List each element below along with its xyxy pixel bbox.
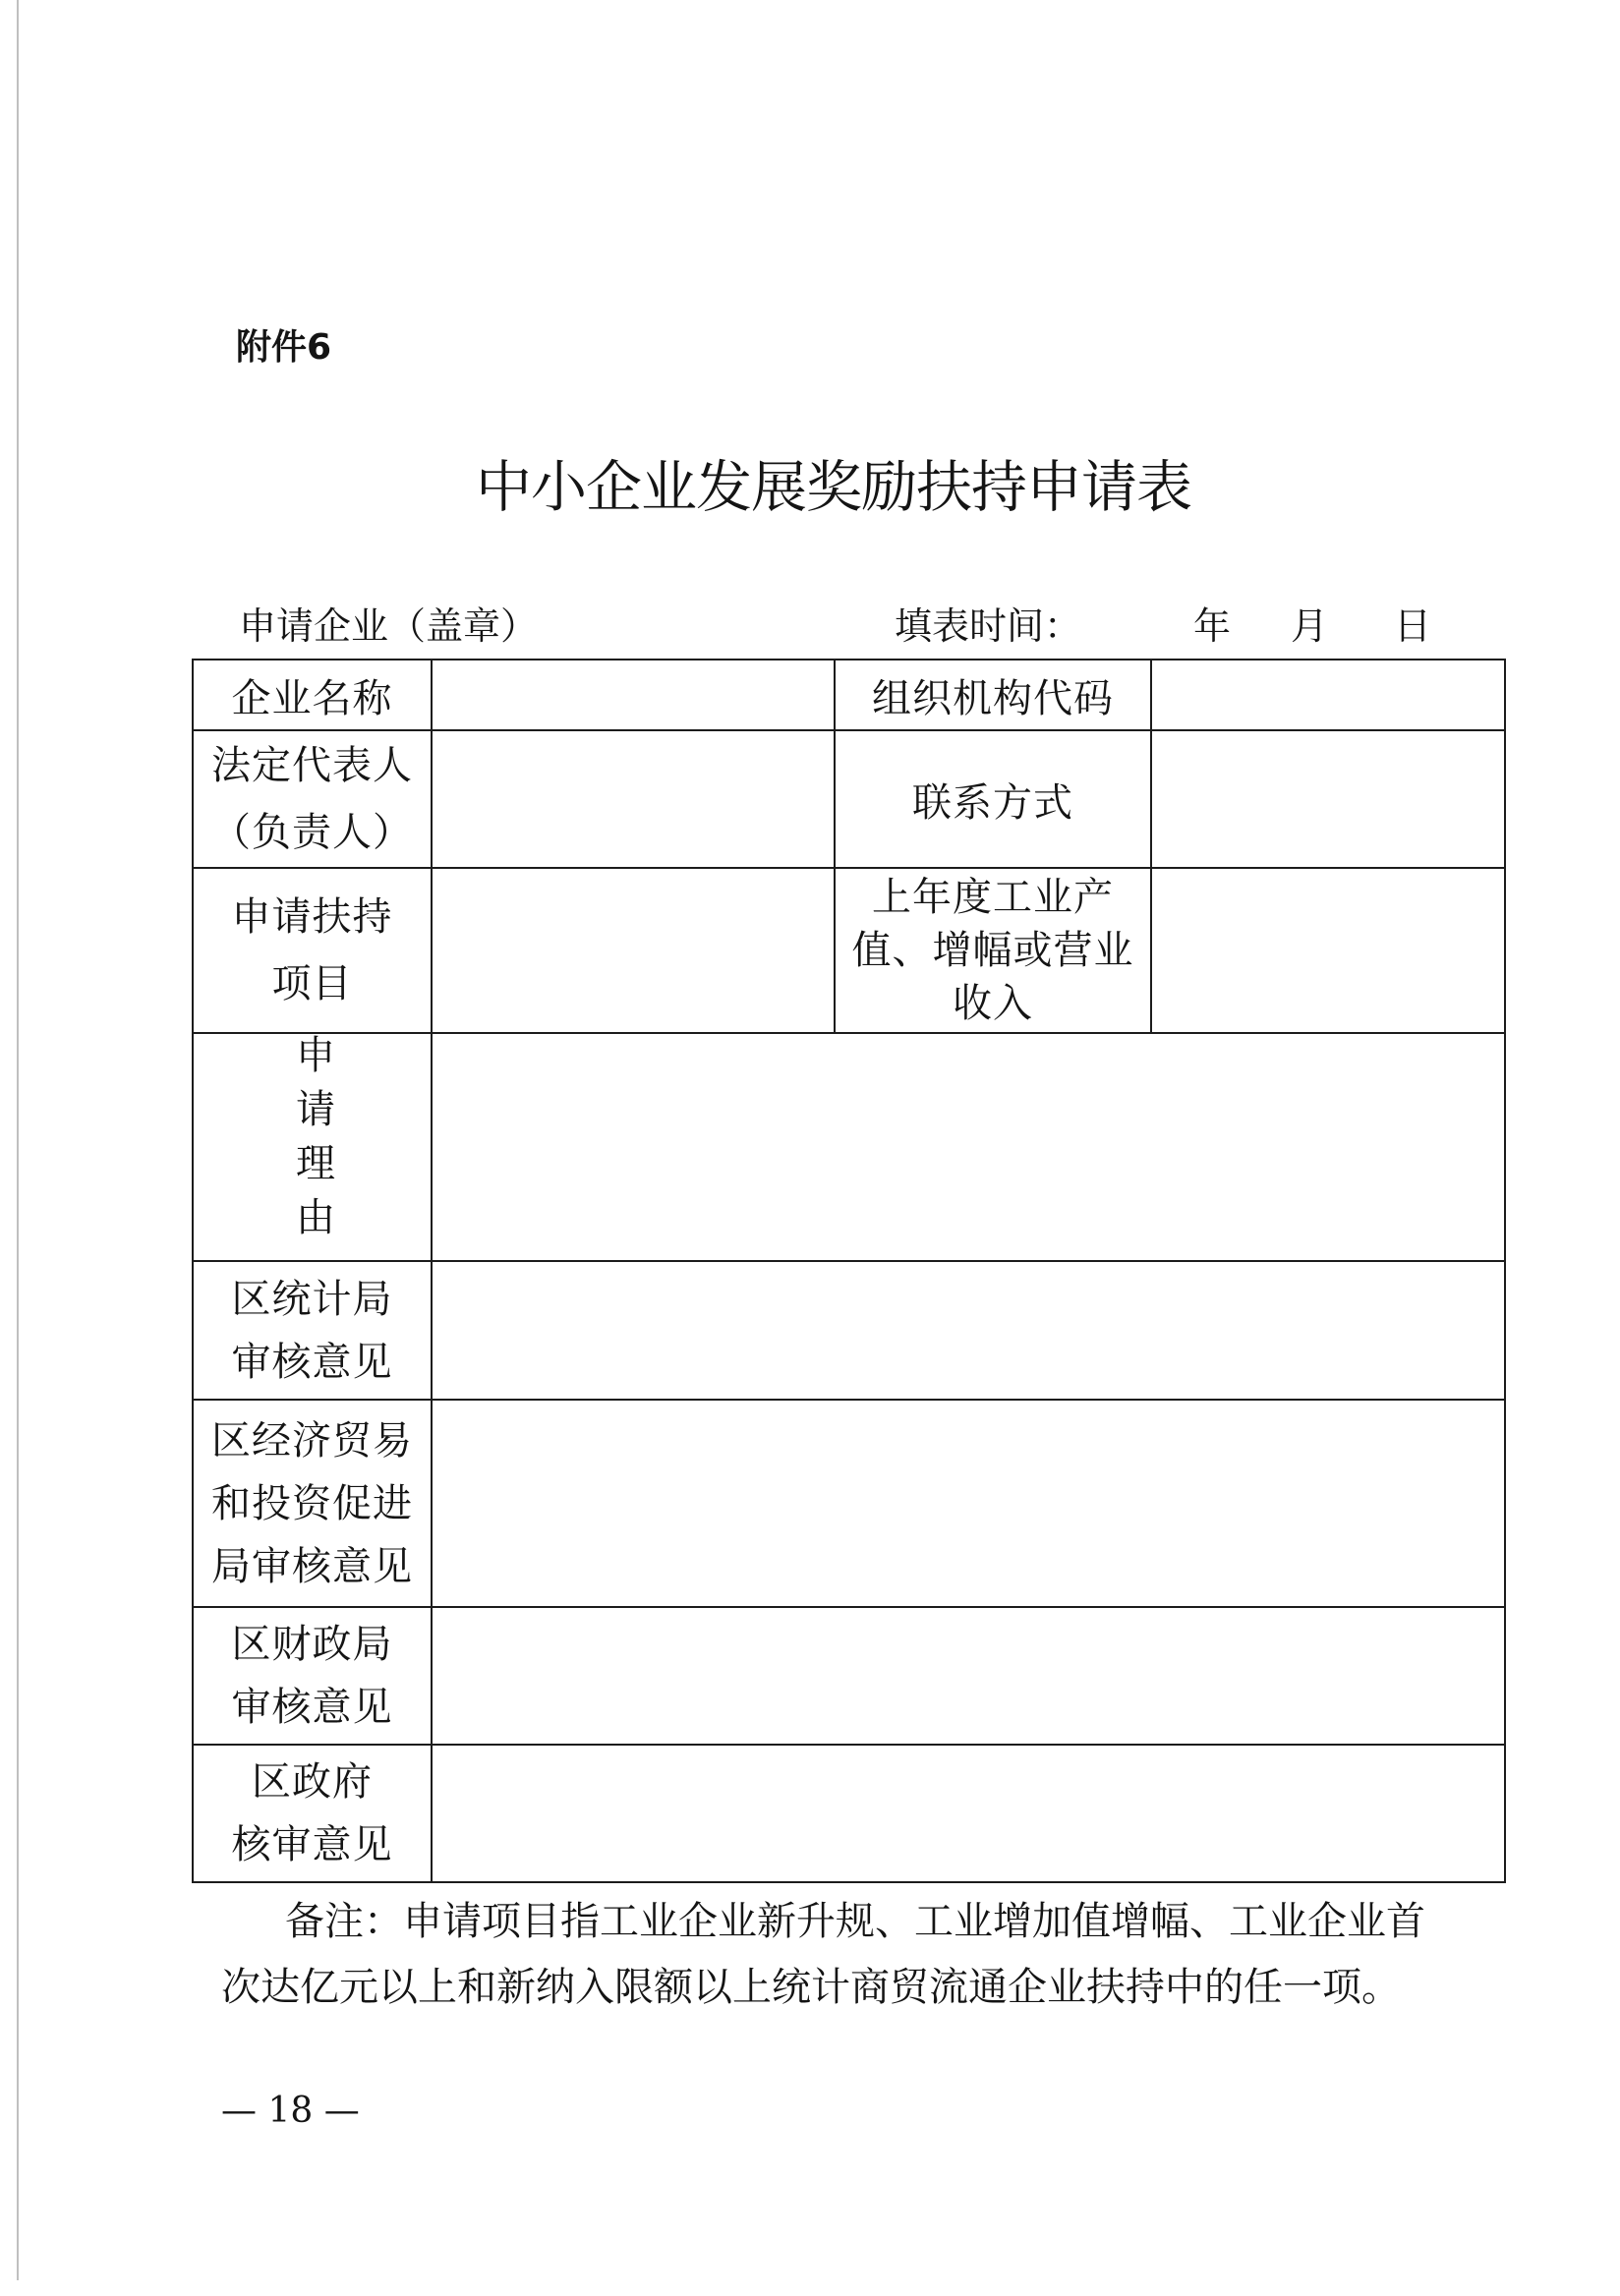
month-label: 月	[1291, 604, 1329, 648]
prior-output-label-cell	[835, 868, 1151, 1033]
contact-value-cell	[1151, 730, 1505, 868]
stats-bureau-label-cell	[193, 1261, 432, 1400]
scan-edge-line	[17, 0, 19, 2280]
prior-output-value-cell	[1151, 868, 1505, 1033]
cell-label-line: 值、增幅或营业	[851, 928, 1134, 973]
page-number: — 18 —	[221, 2091, 360, 2131]
company-name-label-cell	[193, 660, 432, 730]
fill-date-label: 填表时间：	[895, 604, 1082, 648]
table-row	[193, 1607, 1505, 1745]
org-code-value-cell	[1151, 660, 1505, 730]
cell-label-line: 项目	[271, 961, 353, 1006]
legal-rep-label-cell	[193, 730, 432, 868]
footnote-line-2: 次达亿元以上和新纳入限额以上统计商贸流通企业扶持中的任一项。	[221, 1965, 1401, 2010]
table-row	[193, 660, 1505, 730]
project-label-cell	[193, 868, 432, 1033]
cell-label-line: 审核意见	[231, 1685, 393, 1730]
attachment-label: 附件6	[236, 327, 332, 368]
cell-label-line: 和投资促进	[211, 1480, 413, 1526]
table-row	[193, 868, 1505, 1033]
contact-label-cell	[835, 730, 1151, 868]
table-row	[193, 1745, 1505, 1882]
cell-label-line: 收入	[953, 981, 1033, 1026]
commerce-bureau-opinion-cell	[432, 1400, 1505, 1607]
cell-label-line: 核审意见	[231, 1822, 393, 1867]
cell-label-line: 申请扶持	[231, 894, 393, 940]
page-title: 中小企业发展奖励扶持申请表	[476, 455, 1191, 520]
applicant-seal-label: 申请企业（盖章）	[239, 604, 539, 648]
cell-label-line: 区统计局	[231, 1276, 393, 1322]
cell-label-line: 审核意见	[231, 1339, 393, 1385]
stats-bureau-opinion-cell	[432, 1261, 1505, 1400]
cell-label-line: 区经济贸易	[211, 1417, 413, 1464]
year-label: 年	[1193, 604, 1232, 648]
finance-bureau-opinion-cell	[432, 1607, 1505, 1745]
reason-label-cell	[193, 1033, 432, 1261]
footnote-line-1: 备注：申请项目指工业企业新升规、工业增加值增幅、工业企业首	[285, 1899, 1425, 1944]
cell-label-line: 联系方式	[912, 779, 1073, 826]
org-code-label-cell	[835, 660, 1151, 730]
cell-label-line: 上年度工业产	[872, 875, 1114, 920]
cell-label-line: 局审核意见	[211, 1543, 413, 1589]
day-label: 日	[1394, 604, 1432, 648]
district-gov-label-cell	[193, 1745, 432, 1882]
commerce-bureau-label-cell	[193, 1400, 432, 1607]
finance-bureau-label-cell	[193, 1607, 432, 1745]
reason-label: 申请理由	[289, 1034, 335, 1250]
table-row	[193, 730, 1505, 868]
cell-label-line: 法定代表人	[211, 743, 413, 788]
application-form-table	[192, 659, 1506, 1883]
table-row	[193, 1261, 1505, 1400]
cell-label-line: 组织机构代码	[872, 675, 1114, 721]
district-gov-opinion-cell	[432, 1745, 1505, 1882]
cell-label-line: 区财政局	[231, 1622, 393, 1667]
legal-rep-value-cell	[432, 730, 835, 868]
cell-label-line: 企业名称	[231, 675, 393, 721]
project-value-cell	[432, 868, 835, 1033]
cell-label-line: （负责人）	[211, 810, 413, 855]
table-row	[193, 1033, 1505, 1261]
company-name-value-cell	[432, 660, 835, 730]
table-row	[193, 1400, 1505, 1607]
cell-label-line: 区政府	[252, 1759, 373, 1805]
reason-value-cell	[432, 1033, 1505, 1261]
